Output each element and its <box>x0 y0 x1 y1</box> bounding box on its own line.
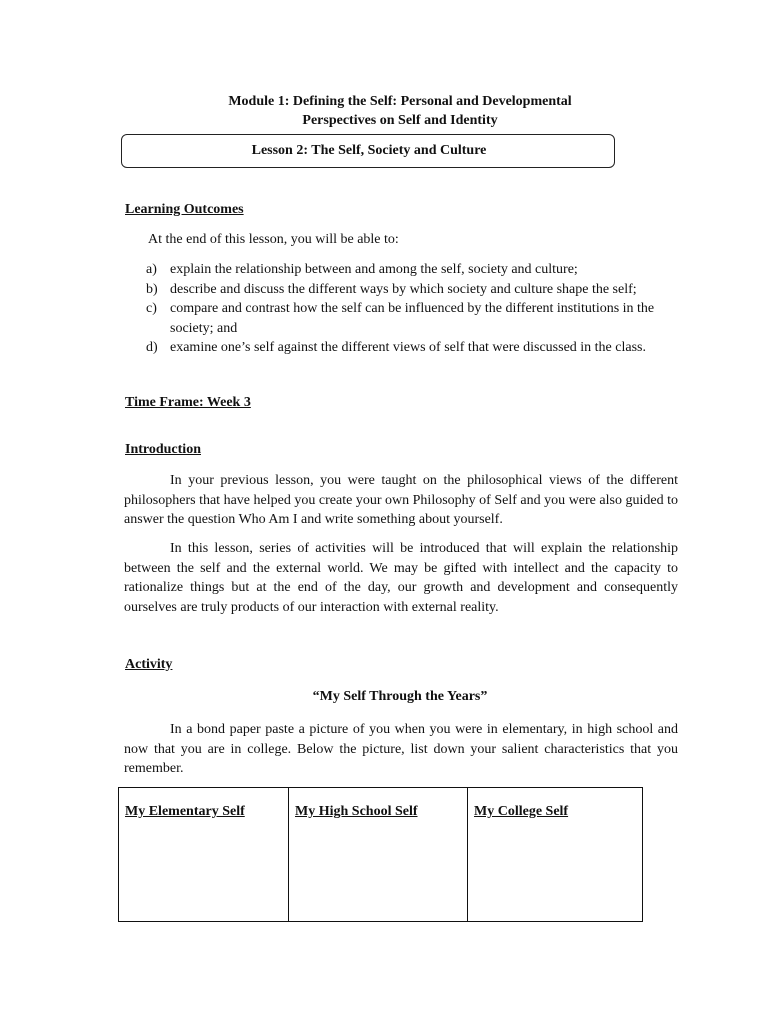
college-self-cell: My College Self <box>468 788 643 922</box>
learning-outcomes-list <box>146 260 686 358</box>
list-marker: b) <box>146 281 158 297</box>
introduction-paragraph-2: In this lesson, series of activities will be introduced that will explain the relationship between the self and the external world. We may be gifted with intellect and the capacity to rationalize things but at the end of the day, our growth and development and consequently ourselves are truly products of our interaction with external reality. <box>124 541 678 615</box>
list-marker: d) <box>146 340 158 355</box>
activity-instructions: In a bond paper paste a picture of you when you were in elementary, in high school and now that you are in college. Below the picture, list down your salient characteristics that you remember. <box>124 722 678 776</box>
time-frame-heading: Time Frame: Week 3 <box>125 395 251 410</box>
list-marker: a) <box>146 262 157 277</box>
list-item-text: compare and contrast how the self can be influenced by the different institutions in the society; and <box>170 301 655 336</box>
list-marker: c) <box>146 301 157 316</box>
learning-outcomes-intro: At the end of this lesson, you will be able to: <box>148 232 399 247</box>
activity-title: “My Self Through the Years” <box>312 689 488 704</box>
list-item <box>146 299 686 338</box>
lesson-title-box <box>121 134 615 168</box>
module-title-line-2: Perspectives on Self and Identity <box>302 113 498 128</box>
module-title-line-1: Module 1: Defining the Self: Personal and Developmental <box>228 94 572 109</box>
learning-outcomes-heading: Learning Outcomes <box>125 202 244 217</box>
elementary-self-cell: My Elementary Self <box>119 788 289 922</box>
lesson-title: Lesson 2: The Self, Society and Culture <box>251 143 487 158</box>
high-school-self-cell: My High School Self <box>289 788 468 922</box>
list-item <box>146 280 686 300</box>
activity-heading: Activity <box>125 657 173 672</box>
introduction-paragraph-1: In your previous lesson, you were taught on the philosophical views of the different philosophers that have helped you create your own Philosophy of Self and you were also guided to answer the question Who Am I and write something about yourself. <box>124 473 678 527</box>
list-item <box>146 338 686 358</box>
list-item <box>146 260 686 280</box>
list-item-text: examine one’s self against the different views of self that were discussed in the class. <box>170 340 646 355</box>
table-row <box>119 788 643 922</box>
list-item-text: explain the relationship between and among the self, society and culture; <box>170 262 578 277</box>
list-item-text: describe and discuss the different ways by which society and culture shape the self; <box>170 281 637 297</box>
introduction-heading: Introduction <box>125 442 201 457</box>
self-reflection-table <box>118 787 643 922</box>
